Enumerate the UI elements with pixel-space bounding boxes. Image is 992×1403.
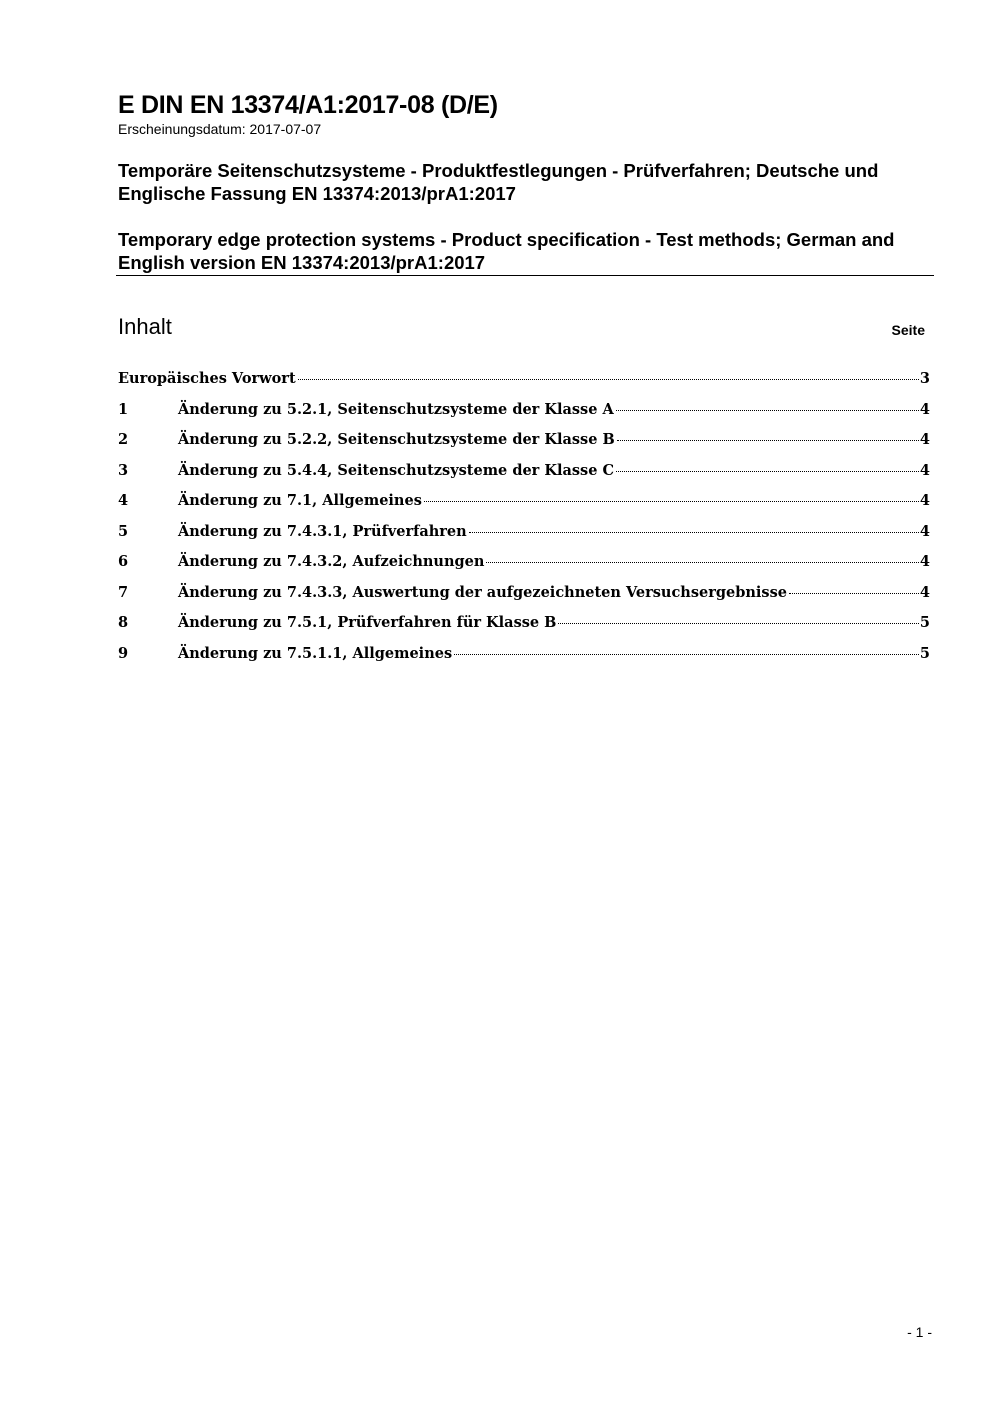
toc-entry[interactable]	[118, 584, 930, 615]
toc-entry-page: 4	[919, 400, 930, 418]
title-german: Temporäre Seitenschutzsysteme - Produktfestlegungen - Prüfverfahren; Deutsche und Englische Fassung EN 13374:2013/prA1:2017	[118, 160, 879, 204]
header-divider	[116, 275, 934, 276]
toc-entry-number: 9	[118, 644, 129, 662]
toc-entry-number: 2	[118, 431, 129, 448]
toc-entry-page: 4	[919, 431, 930, 448]
toc-entry-number: 3	[118, 461, 129, 479]
toc-entry-number: 4	[118, 492, 129, 509]
toc-dot-leader	[454, 654, 919, 655]
toc-entry-page: 4	[919, 461, 930, 479]
toc-dot-leader	[558, 623, 918, 624]
toc-entry-title: Änderung zu 7.5.1, Prüfverfahren für Klasse B	[178, 614, 557, 631]
toc-dot-leader	[789, 593, 919, 594]
toc-entry[interactable]	[118, 523, 930, 554]
toc-entry-page: 3	[919, 370, 930, 387]
toc-entry[interactable]	[118, 492, 930, 523]
toc-entry[interactable]	[118, 462, 930, 493]
toc-entry-title: Änderung zu 7.4.3.1, Prüfverfahren	[178, 522, 467, 540]
toc-dot-leader	[298, 379, 919, 380]
toc-entry-title: Änderung zu 5.2.1, Seitenschutzsysteme der Klasse A	[178, 400, 614, 418]
toc-entry-page: 5	[919, 644, 930, 662]
page-number: - 1 -	[907, 1324, 932, 1340]
toc-entry[interactable]	[118, 553, 930, 584]
toc-page-column-label: Seite	[891, 322, 925, 338]
toc-entry[interactable]	[118, 645, 930, 676]
toc-entry[interactable]	[118, 370, 930, 401]
toc-entry-title: Änderung zu 5.2.2, Seitenschutzsysteme der Klasse B	[178, 431, 615, 448]
toc-heading: Inhalt	[118, 314, 172, 339]
toc-entry-title: Änderung zu 5.4.4, Seitenschutzsysteme der Klasse C	[178, 461, 615, 479]
toc-dot-leader	[616, 410, 919, 411]
toc-dot-leader	[424, 501, 919, 502]
toc-entry-page: 4	[919, 492, 930, 509]
toc-entry-number: 6	[118, 553, 129, 570]
toc-entry-page: 4	[919, 553, 930, 570]
toc-entry-page: 4	[919, 583, 930, 601]
toc-entry-title: Änderung zu 7.4.3.3, Auswertung der aufgezeichneten Versuchsergebnisse	[178, 583, 787, 601]
title-english: Temporary edge protection systems - Product specification - Test methods; German and English version EN 13374:2013/prA1:2017	[118, 229, 895, 273]
toc-entry-number: 1	[118, 400, 129, 418]
toc-entry[interactable]	[118, 614, 930, 645]
toc-entry-number: 7	[118, 583, 129, 601]
document-title: E DIN EN 13374/A1:2017-08 (D/E)	[118, 91, 498, 119]
toc-entry-page: 4	[919, 522, 930, 540]
publication-date: Erscheinungsdatum: 2017-07-07	[118, 121, 322, 137]
toc-entry-title: Änderung zu 7.4.3.2, Aufzeichnungen	[178, 553, 485, 570]
toc-dot-leader	[617, 440, 919, 441]
toc-dot-leader	[469, 532, 919, 533]
table-of-contents	[118, 370, 930, 675]
toc-entry[interactable]	[118, 431, 930, 462]
toc-dot-leader	[486, 562, 919, 563]
toc-entry-title: Änderung zu 7.5.1.1, Allgemeines	[178, 644, 453, 662]
toc-dot-leader	[616, 471, 919, 472]
toc-entry-title: Änderung zu 7.1, Allgemeines	[178, 492, 422, 509]
toc-entry-number: 8	[118, 614, 129, 631]
toc-entry[interactable]	[118, 401, 930, 432]
toc-entry-number: 5	[118, 522, 129, 540]
toc-entry-page: 5	[919, 614, 930, 631]
toc-entry-title: Europäisches Vorwort	[118, 370, 296, 387]
